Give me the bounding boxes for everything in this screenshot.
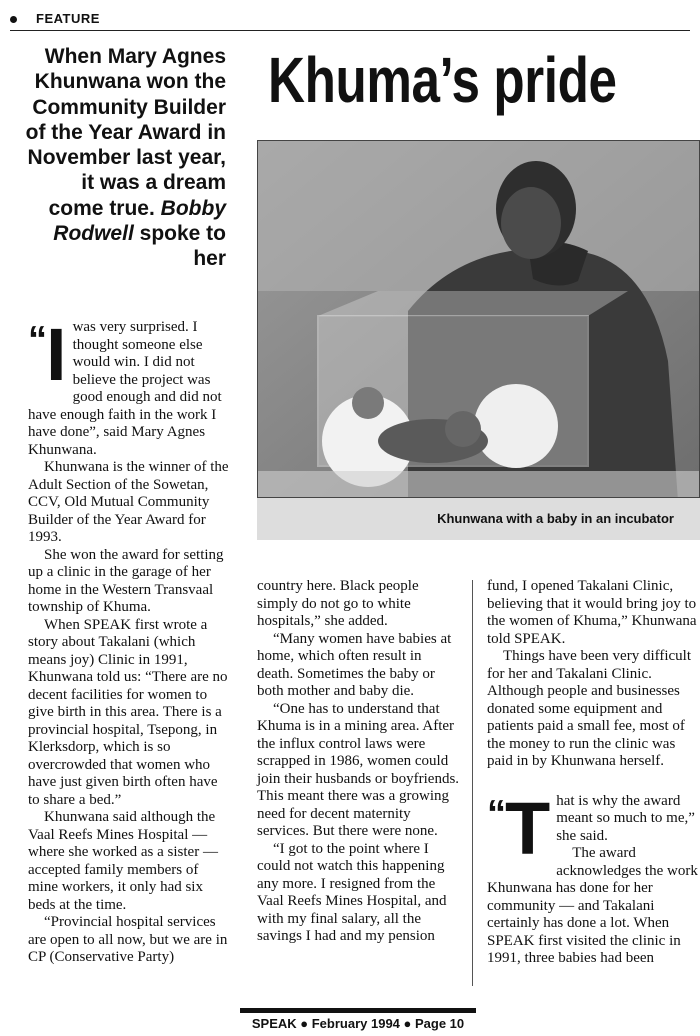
column-rule — [472, 580, 473, 986]
drop-cap: “T — [487, 786, 551, 870]
photo-caption: Khunwana with a baby in an incubator — [257, 498, 700, 540]
paragraph: Khunwana said although the Vaal Reefs Mines Hospital — where she worked as a sister — accepted family members of mine workers, it only had six beds at the time. — [28, 809, 218, 913]
paragraph: “I was very surprised. I thought someone else would win. I did not believe the project was good enough and did not have enough faith in the work I have done”, said Mary Agnes Khunwana. — [28, 313, 222, 458]
paragraph: “One has to understand that Khuma is in a mining area. After the influx control laws were scrapped in 1986, women could join their husbands or boyfriends. This meant there was a growing need for decent maternity services. But there were none. — [257, 700, 460, 839]
byline: Bobby Rodwell — [53, 196, 226, 246]
paragraph: Things have been very difficult for her and Takalani Clinic. Although people and businesses donated some equipment and patients paid a small fee, most of the money to run the clinic was paid in by Khunwana herself. — [487, 648, 691, 769]
column-1 — [28, 313, 230, 967]
photo-illustration — [258, 141, 700, 498]
page-footer: SPEAK ● February 1994 ● Page 10 — [240, 1008, 476, 1031]
paragraph: “Provincial hospital services are open to all now, but we are in CP (Conservative Party) — [28, 914, 228, 965]
paragraph: “T hat is why the award meant so much to me,” she said. — [487, 786, 695, 870]
paragraph: fund, I opened Takalani Clinic, believing that it would bring joy to the women of Khuma,” Khunwana told SPEAK. — [487, 578, 697, 647]
article-photo — [257, 140, 700, 498]
bullet-icon — [10, 16, 17, 23]
section-label: FEATURE — [36, 11, 100, 26]
intro-tail: spoke to her — [139, 222, 226, 271]
paragraph: country here. Black people simply do not go to white hospitals,” she added. — [257, 578, 419, 629]
paragraph: The award acknowledges the work Khunwana has done for her community — and Takalani certainly has done a lot. When SPEAK first visited the clinic in 1991, three babies had been — [487, 845, 698, 966]
column-2 — [257, 578, 461, 946]
paragraph: “Many women have babies at home, which often result in death. Sometimes the baby or both mother and baby die. — [257, 630, 452, 699]
drop-cap: “I — [28, 313, 67, 396]
paragraph: Khunwana is the winner of the Adult Section of the Sowetan, CCV, Old Mutual Community Builder of the Year Award for 1993. — [28, 459, 229, 545]
intro-standfirst — [22, 44, 226, 272]
paragraph: When SPEAK first wrote a story about Takalani (which means joy) Clinic in 1991, Khunwana told us: “There are no decent facilities for women to give birth in this area. There is a provincial hospital, Tsepong, in Klerksdorp, which is so overcrowded that women who have just given birth often have to share a bed.” — [28, 616, 228, 808]
paragraph: “I got to the point where I could not watch this happening any more. I resigned from the Vaal Reefs Mines Hospital, and with my final salary, all the savings I had and my pension — [257, 840, 447, 944]
paragraph: She won the award for setting up a clinic in the garage of her home in the Western Transvaal township of Khuma. — [28, 546, 224, 615]
column-3 — [487, 578, 700, 968]
section-header — [10, 10, 690, 31]
intro-text: When Mary Agnes Khunwana won the Community Builder of the Year Award in November last year, it was a dream come true. — [25, 45, 226, 220]
headline: Khuma’s pride — [268, 44, 617, 116]
